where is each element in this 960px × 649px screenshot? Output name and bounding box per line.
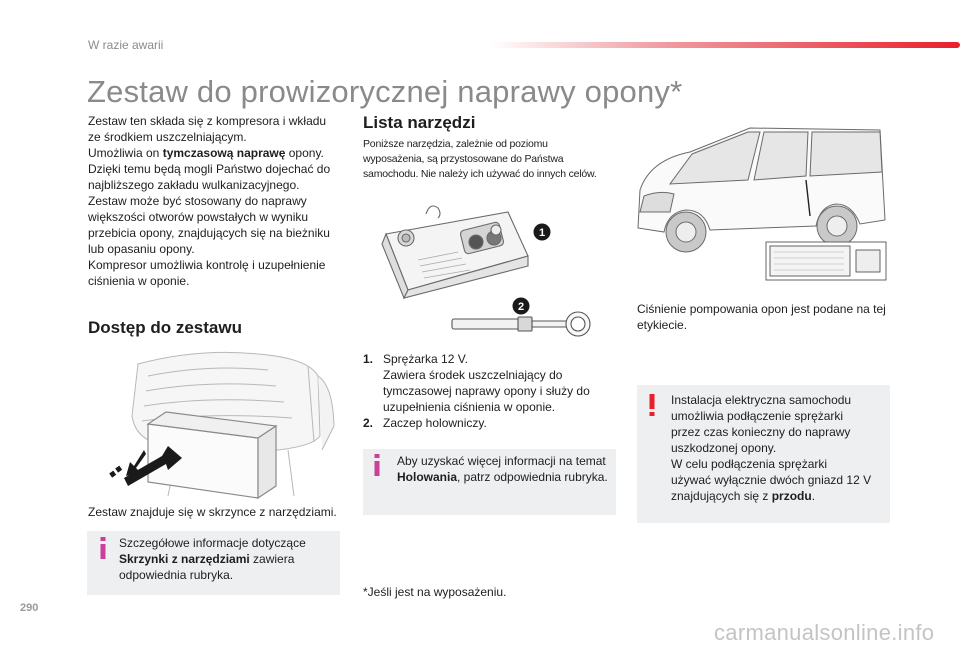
callout-badge-1	[533, 223, 551, 241]
intro-span: Umożliwia on	[88, 146, 163, 160]
pressure-label-text	[637, 301, 897, 333]
list-item-text	[383, 351, 590, 415]
access-note	[87, 531, 340, 595]
intro-line: Dzięki temu będą mogli Państwo dojechać do	[88, 162, 331, 176]
page-title-wrap	[87, 74, 682, 110]
page-number: 290	[20, 602, 39, 614]
intro-line: Kompresor umożliwia kontrolę i uzupełnienie	[88, 258, 326, 272]
tools-heading-wrap	[363, 113, 475, 133]
warning-line: przez czas konieczny do naprawy	[671, 425, 851, 439]
warning-line	[671, 488, 886, 504]
footnote: *Jeśli jest na wyposażeniu.	[363, 585, 507, 599]
intro-text	[88, 113, 348, 289]
note-span: zawiera	[249, 552, 295, 566]
tools-intro-line: wyposażenia, są przystosowane do Państwa	[363, 153, 564, 165]
info-icon	[373, 454, 381, 476]
warning-line: W celu podłączenia sprężarki	[671, 457, 828, 471]
list-item-line: Zawiera środek uszczelniający do	[383, 368, 563, 382]
list-item-line: tymczasowej naprawy opony i służy do	[383, 384, 590, 398]
section-label: W razie awarii	[88, 38, 164, 52]
info-icon	[99, 537, 107, 559]
warning-icon	[648, 394, 656, 416]
note-line: Szczegółowe informacje dotyczące	[119, 536, 306, 550]
intro-line: lub opasaniu opony.	[88, 242, 195, 256]
intro-line: Zestaw może być stosowany do naprawy	[88, 194, 307, 208]
intro-span: opony.	[285, 146, 324, 160]
towing-note	[363, 449, 616, 515]
watermark: carmanualsonline.info	[714, 620, 935, 645]
pressure-line: Ciśnienie pompowania opon jest podane na tej	[637, 302, 886, 316]
warning-line: umożliwia podłączenie sprężarki	[671, 409, 844, 423]
list-item-line: Sprężarka 12 V.	[383, 352, 468, 366]
warning-line: Instalacja elektryczna samochodu	[671, 393, 852, 407]
note-bold: Skrzynki z narzędziami	[119, 552, 250, 566]
tools-list	[363, 351, 613, 431]
warning-bold: przodu	[771, 489, 812, 503]
list-item-number: 2.	[363, 416, 374, 430]
callout-badge-2	[512, 297, 530, 315]
van-illustration	[630, 120, 895, 285]
note-bold: Holowania	[397, 470, 458, 484]
access-note-text	[119, 535, 334, 583]
list-item	[363, 415, 613, 431]
warning-note	[637, 385, 890, 523]
note-line	[119, 551, 334, 567]
tools-intro-line: Poniższe narzędzia, zależnie od poziomu	[363, 138, 548, 150]
pressure-line: etykiecie.	[637, 318, 688, 332]
tools-intro	[363, 137, 623, 182]
tools-heading: Lista narzędzi	[363, 113, 476, 132]
warning-span: .	[811, 489, 816, 503]
note-line: odpowiednia rubryka.	[119, 568, 234, 582]
page-title: Zestaw do prowizorycznej naprawy opony*	[87, 74, 683, 109]
intro-line: większości otworów powstałych w wyniku	[88, 210, 309, 224]
intro-line: najbliższego zakładu wulkanizacyjnego.	[88, 178, 300, 192]
seat-toolbox-illustration	[108, 346, 340, 502]
towing-note-text	[397, 453, 612, 485]
access-caption: Zestaw znajduje się w skrzynce z narzędziami.	[88, 505, 337, 519]
intro-line: przebicia opony, znajdujących się na bieżniku	[88, 226, 330, 240]
access-heading-wrap	[88, 318, 242, 338]
intro-line	[88, 145, 348, 161]
list-item	[363, 351, 613, 415]
compressor-illustration	[378, 200, 568, 300]
tools-intro-line: samochodu. Nie należy ich używać do innych celów.	[363, 168, 597, 180]
warning-note-text	[671, 392, 886, 504]
note-line: Aby uzyskać więcej informacji na temat	[397, 454, 606, 468]
list-item-line: uzupełnienia ciśnienia w oponie.	[383, 400, 556, 414]
list-item-text	[383, 415, 487, 431]
list-item-number: 1.	[363, 352, 374, 366]
callout-1-text: 1	[538, 227, 546, 239]
callout-2-text: 2	[517, 301, 525, 313]
warning-span: znajdujących się z	[671, 489, 772, 503]
intro-line: ze środkiem uszczelniającym.	[88, 130, 247, 144]
note-line	[397, 469, 612, 485]
warning-line: uszkodzonej opony.	[671, 441, 777, 455]
header-red-bar	[490, 42, 960, 48]
warning-line: używać wyłącznie dwóch gniazd 12 V	[671, 473, 872, 487]
access-heading: Dostęp do zestawu	[88, 318, 242, 337]
intro-line: Zestaw ten składa się z kompresora i wkładu	[88, 114, 327, 128]
note-span: , patrz odpowiednia rubryka.	[457, 470, 608, 484]
intro-bold: tymczasową naprawę	[162, 146, 286, 160]
list-item-line: Zaczep holowniczy.	[383, 416, 487, 430]
intro-line: ciśnienia w oponie.	[88, 274, 190, 288]
